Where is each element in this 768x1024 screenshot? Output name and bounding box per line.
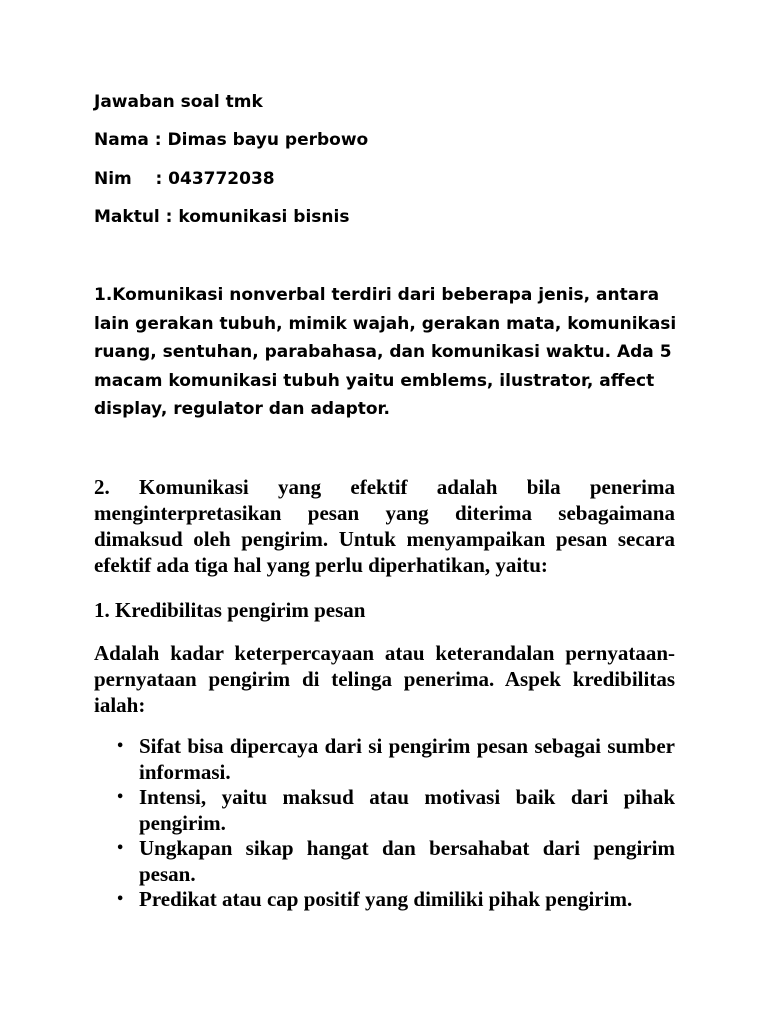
list-item <box>94 785 675 836</box>
list-item-text: Predikat atau cap positif yang dimiliki pihak pengirim. <box>139 887 633 911</box>
list-item <box>94 734 675 785</box>
list-item-text: Intensi, yaitu maksud atau motivasi baik dari pihak pengirim. <box>139 785 675 835</box>
list-item <box>94 836 675 887</box>
student-nim: Nim : 043772038 <box>94 169 275 189</box>
answer-1-paragraph: 1.Komunikasi nonverbal terdiri dari beberapa jenis, antara lain gerakan tubuh, mimik wajah, gerakan mata, komunikasi ruang, sentuhan, parabahasa, dan komunikasi waktu. Ada 5 macam komunikasi tubuh yaitu emblems, ilustrator, affect display, regulator dan adaptor. <box>94 285 677 419</box>
list-item-text: Ungkapan sikap hangat dan bersahabat dari pengirim pesan. <box>139 836 675 886</box>
bullet-icon: • <box>116 739 125 754</box>
bullet-icon: • <box>116 841 125 856</box>
answer-2-subheading: 1. Kredibilitas pengirim pesan <box>94 598 366 622</box>
list-item <box>94 887 675 913</box>
student-name: Nama : Dimas bayu perbowo <box>94 130 369 150</box>
list-item-text: Sifat bisa dipercaya dari si pengirim pesan sebagai sumber informasi. <box>139 734 675 784</box>
course-name: Maktul : komunikasi bisnis <box>94 207 350 227</box>
credibility-aspects-list <box>94 734 675 913</box>
answer-2-intro: 2. Komunikasi yang efektif adalah bila penerima menginterpretasikan pesan yang diterima sebagaimana dimaksud oleh pengirim. Untuk menyampaikan pesan secara efektif ada tiga hal yang perlu diperhatikan, yaitu: <box>94 475 675 577</box>
bullet-icon: • <box>116 892 125 907</box>
document-title: Jawaban soal tmk <box>94 92 263 112</box>
answer-2-definition: Adalah kadar keterpercayaan atau keterandalan pernyataan-pernyataan pengirim di telinga penerima. Aspek kredibilitas ialah: <box>94 641 675 717</box>
bullet-icon: • <box>116 790 125 805</box>
